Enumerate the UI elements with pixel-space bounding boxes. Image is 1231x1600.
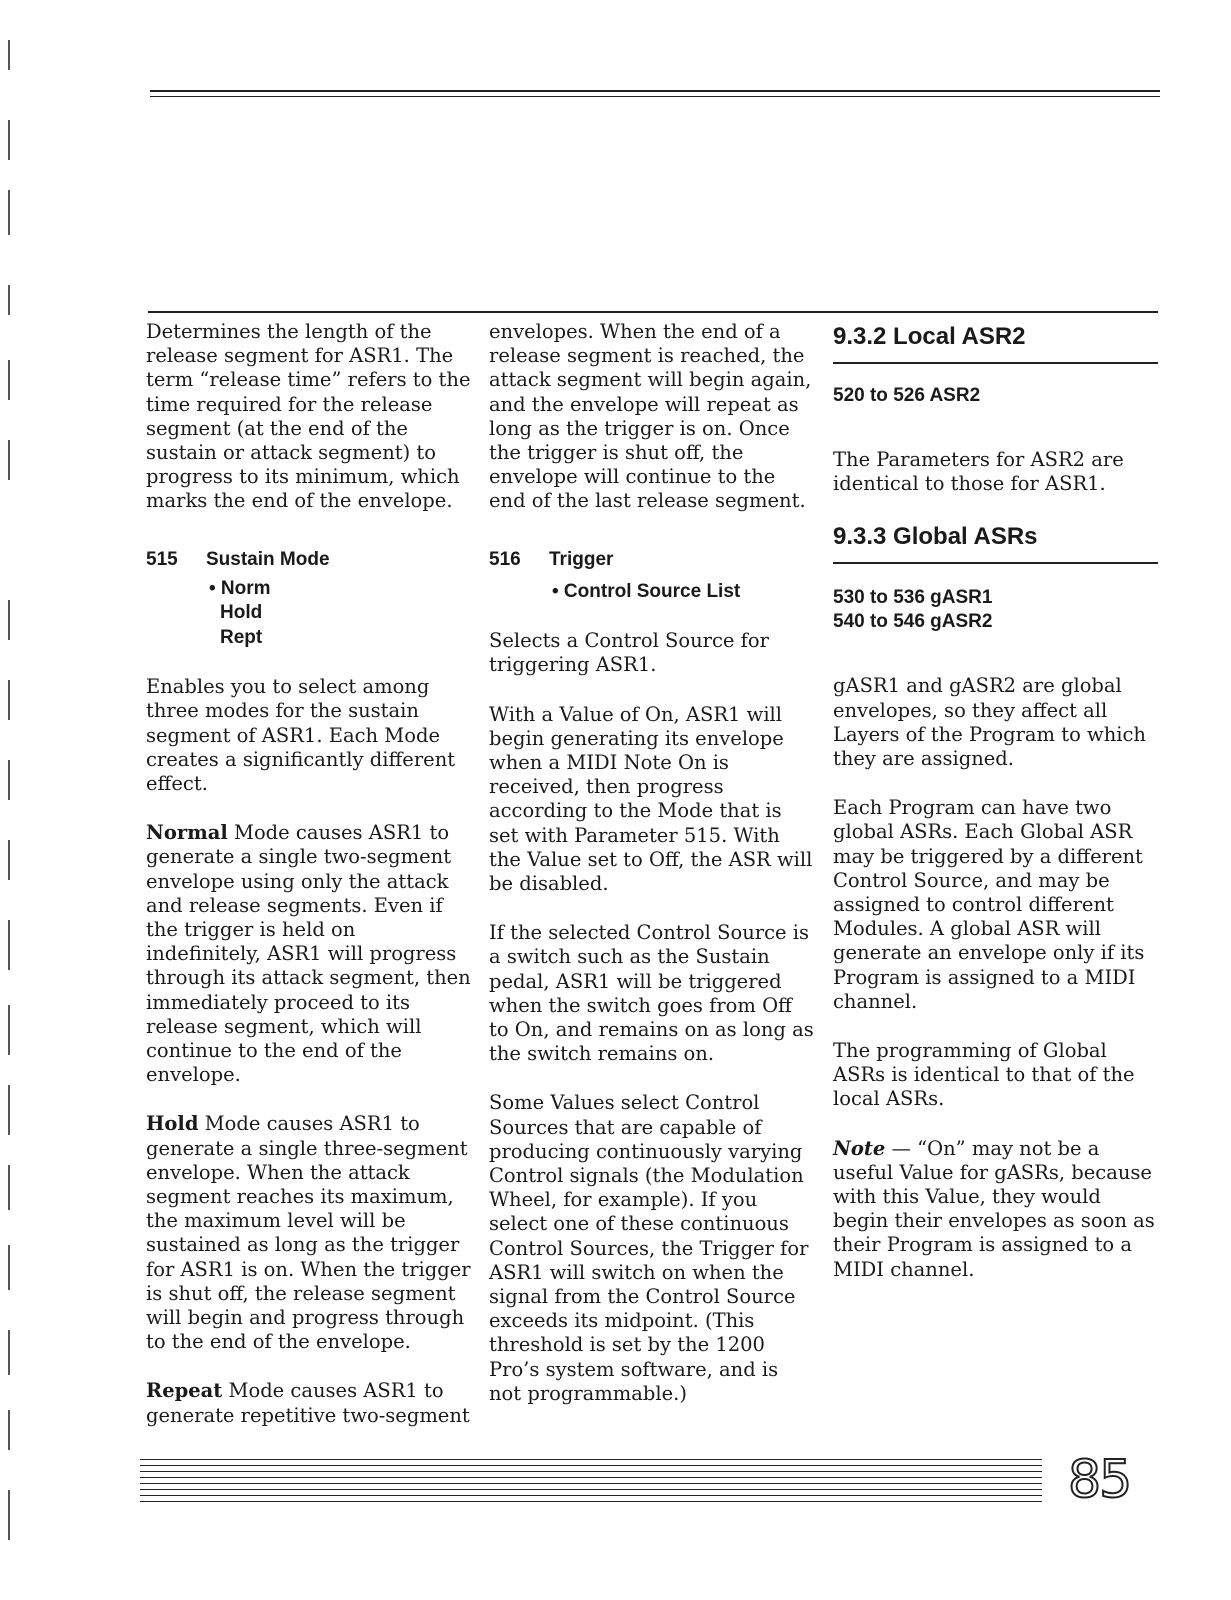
paragraph-sustain-modes: Enables you to select among three modes for the sustain segment of ASR1. Each Mode creates a significantly different effect. bbox=[146, 675, 456, 795]
option-hold: Hold bbox=[220, 602, 263, 624]
section-rule bbox=[148, 311, 1158, 313]
footer-rule bbox=[140, 1477, 1042, 1478]
binding-mark bbox=[8, 1330, 10, 1375]
param-number: 515 bbox=[146, 548, 178, 570]
footer-rule bbox=[140, 1471, 1042, 1472]
paragraph-global-envelopes: gASR1 and gASR2 are global envelopes, so they affect all Layers of the Program to which they are assigned. bbox=[833, 674, 1146, 771]
paragraph-asr2: The Parameters for ASR2 are identical to those for ASR1. bbox=[833, 448, 1124, 496]
binding-mark bbox=[8, 760, 10, 800]
binding-mark bbox=[8, 285, 10, 315]
binding-mark bbox=[8, 840, 10, 880]
header-rule-thin bbox=[150, 96, 1160, 97]
term-hold: Hold bbox=[146, 1112, 199, 1136]
paragraph-two-global-asrs: Each Program can have two global ASRs. Each Global ASR may be triggered by a different Control Source, and may be assigned to control different Modules. A global ASR will generate an envelope only if its Program is assigned to a MIDI channel. bbox=[833, 796, 1145, 1013]
paragraph-continuous-source: Some Values select Control Sources that are capable of producing continuously varying Control signals (the Modulation Wheel, for example). If you select one of these continuous Control Sources, the Trigger for ASR1 will switch on when the signal from the Control Source exceeds its midpoint. (This threshold is set by the 1200 Pro’s system software, and is not programmable.) bbox=[489, 1091, 809, 1405]
subheading-asr2: 520 to 526 ASR2 bbox=[833, 385, 981, 406]
param-516-options bbox=[489, 580, 814, 605]
binding-mark bbox=[8, 600, 10, 640]
paragraph-trigger-select: Selects a Control Source for triggering ASR1. bbox=[489, 629, 769, 677]
binding-mark bbox=[8, 120, 10, 160]
option-rept: Rept bbox=[220, 626, 263, 648]
footer-rule bbox=[140, 1459, 1042, 1460]
column-left bbox=[146, 320, 476, 1428]
option-control-source-list: • Control Source List bbox=[552, 580, 741, 602]
paragraph-switch-source: If the selected Control Source is a switch such as the Sustain pedal, ASR1 will be triggered when the switch goes from Off to On, and remains on as long as the switch remains on. bbox=[489, 921, 814, 1066]
paragraph-value-on: With a Value of On, ASR1 will begin generating its envelope when a MIDI Note On is received, then progress according to the Mode that is set with Parameter 515. With the Value set to Off, the ASR will be disabled. bbox=[489, 702, 813, 895]
param-name: Trigger bbox=[549, 548, 614, 570]
paragraph-release-time: Determines the length of the release segment for ASR1. The term “release time” refers to the time required for the release segment (at the end of the sustain or attack segment) to progress to its minimum, which marks the end of the envelope. bbox=[146, 320, 471, 513]
page-number: 85 bbox=[1068, 1450, 1131, 1510]
paragraph-repeat-continued: envelopes. When the end of a release segment is reached, the attack segment will begin again, and the envelope will repeat as long as the trigger is on. Once the trigger is shut off, the envelope will continue to the end of the last release segment. bbox=[489, 320, 812, 513]
binding-mark bbox=[8, 1490, 10, 1540]
binding-mark bbox=[8, 440, 10, 480]
paragraph-hold-mode: Hold Mode causes ASR1 to generate a single three-segment envelope. When the attack segment reaches its maximum, the maximum level will be sustained as long as the trigger for ASR1 is on. When the trigger is shut off, the release segment will begin and progress through to the end of the envelope. bbox=[146, 1112, 471, 1354]
footer-rule bbox=[140, 1501, 1042, 1502]
section-title-local-asr2: 9.3.2 Local ASR2 bbox=[833, 323, 1026, 350]
binding-mark bbox=[8, 920, 10, 970]
binding-mark bbox=[8, 190, 10, 235]
binding-mark bbox=[8, 1410, 10, 1450]
term-repeat: Repeat bbox=[146, 1379, 223, 1403]
subheading-gasr2: 540 to 546 gASR2 bbox=[833, 611, 993, 633]
binding-mark bbox=[8, 1245, 10, 1290]
paragraph-note: Note — “On” may not be a useful Value for gASRs, because with this Value, they would begin their envelopes as soon as their Program is assigned to a MIDI channel. bbox=[833, 1136, 1155, 1281]
footer-rule bbox=[140, 1489, 1042, 1490]
option-norm: • Norm bbox=[209, 577, 271, 599]
section-title-rule bbox=[833, 562, 1158, 564]
column-middle bbox=[489, 320, 814, 1406]
section-title-global-asrs: 9.3.3 Global ASRs bbox=[833, 523, 1038, 551]
section-title-rule bbox=[833, 362, 1158, 364]
param-number: 516 bbox=[489, 548, 521, 570]
param-516-heading bbox=[489, 548, 814, 572]
binding-mark bbox=[8, 1085, 10, 1135]
footer-rule bbox=[140, 1465, 1042, 1466]
param-515-heading bbox=[146, 548, 476, 572]
param-name: Sustain Mode bbox=[206, 548, 330, 570]
binding-mark bbox=[8, 360, 10, 400]
footer-rule bbox=[140, 1495, 1042, 1496]
binding-mark bbox=[8, 1165, 10, 1210]
param-515-options bbox=[146, 577, 476, 651]
term-normal: Normal bbox=[146, 821, 228, 845]
binding-mark bbox=[8, 1005, 10, 1055]
paragraph-normal-mode: Normal Mode causes ASR1 to generate a single two-segment envelope using only the attack and release segments. Even if the trigger is held on indefinitely, ASR1 will progress through its attack segment, then immediately proceed to its release segment, which will continue to the end of the envelope. bbox=[146, 821, 471, 1087]
header-rule bbox=[150, 90, 1160, 92]
paragraph-repeat-mode: Repeat Mode causes ASR1 to generate repetitive two-segment bbox=[146, 1379, 470, 1427]
paragraph-programming-global: The programming of Global ASRs is identical to that of the local ASRs. bbox=[833, 1039, 1135, 1111]
subheading-gasr1: 530 to 536 gASR1 bbox=[833, 587, 993, 609]
column-right bbox=[833, 322, 1158, 1282]
binding-mark bbox=[8, 680, 10, 720]
footer-rule bbox=[140, 1483, 1042, 1484]
binding-mark bbox=[8, 40, 10, 70]
term-note: Note bbox=[833, 1136, 886, 1160]
